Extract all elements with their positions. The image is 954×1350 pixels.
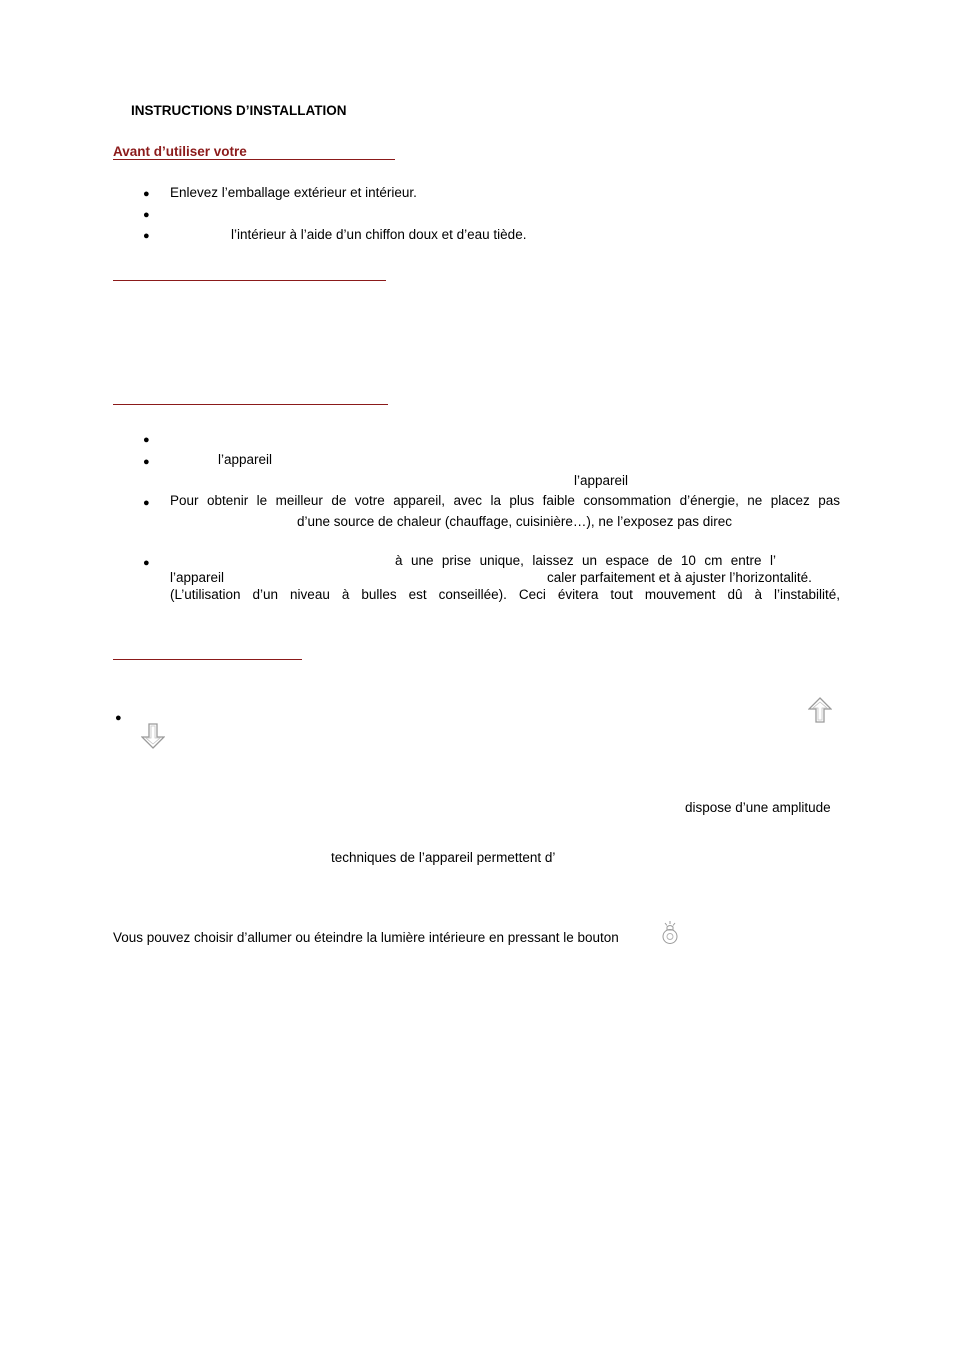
bullet-marker: ● <box>143 497 150 509</box>
light-bulb-icon <box>661 920 679 945</box>
list-item: Enlevez l’emballage extérieur et intérieur. <box>170 185 417 200</box>
list-item-text: l’appareil <box>170 570 225 585</box>
body-text: techniques de l’appareil permettent d’ <box>331 850 556 865</box>
body-text: dispose d’une amplitude <box>685 800 831 815</box>
bullet-marker: ● <box>143 557 150 569</box>
bullet-marker: ● <box>143 230 150 242</box>
list-item: l’intérieur à l’aide d’un chiffon doux et d’eau tiède. <box>231 227 527 242</box>
arrow-up-icon <box>808 697 832 723</box>
list-item-text: (L’utilisation d’un niveau à bulles est conseillée). Ceci évitera tout mouvement dû à l’instabilité, <box>170 587 840 602</box>
list-item-text: à une prise unique, laissez un espace de 10 cm entre l’ <box>395 553 776 568</box>
section-heading-underline <box>113 404 388 405</box>
section-heading-underline <box>113 159 395 160</box>
light-instruction-text: Vous pouvez choisir d’allumer ou éteindre la lumière intérieure en pressant le bouton <box>113 930 619 945</box>
section-heading-underline <box>113 659 302 660</box>
list-item-text: l’appareil <box>574 473 629 488</box>
list-item-text: d’une source de chaleur (chauffage, cuisinière…), ne l’exposez pas direc <box>297 514 732 529</box>
bullet-marker: ● <box>143 209 150 221</box>
bullet-marker: ● <box>143 188 150 200</box>
bullet-marker: ● <box>115 712 122 724</box>
arrow-down-icon <box>141 723 165 749</box>
section-heading-before-use: Avant d’utiliser votre <box>113 144 247 159</box>
section-heading-underline <box>113 280 386 281</box>
bullet-marker: ● <box>143 434 150 446</box>
list-item-text: l’appareil <box>218 452 273 467</box>
list-item-text: caler parfaitement et à ajuster l’horizontalité. <box>547 570 812 585</box>
bullet-marker: ● <box>143 456 150 468</box>
page-title: INSTRUCTIONS D’INSTALLATION <box>131 103 347 118</box>
list-item-text: Pour obtenir le meilleur de votre appareil, avec la plus faible consommation d’énergie, ne placez pas <box>170 493 840 508</box>
